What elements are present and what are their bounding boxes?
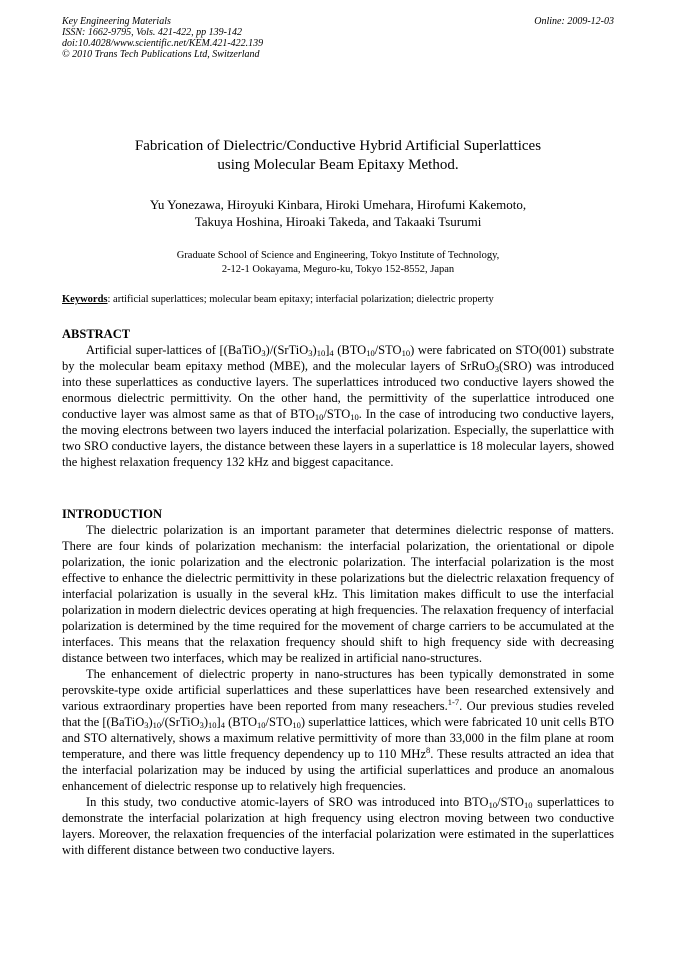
keywords-label: Keywords bbox=[62, 294, 108, 305]
keywords bbox=[62, 293, 614, 306]
online-date: Online: 2009-12-03 bbox=[534, 16, 614, 27]
introduction-heading: INTRODUCTION bbox=[62, 507, 163, 521]
copyright-line: © 2010 Trans Tech Publications Ltd, Switzerland bbox=[62, 49, 260, 60]
journal-name: Key Engineering Materials bbox=[62, 16, 171, 27]
abstract-heading: ABSTRACT bbox=[62, 327, 131, 341]
affiliation bbox=[62, 249, 614, 277]
introduction-section bbox=[62, 506, 614, 858]
affiliation-line-2: 2-12-1 Ookayama, Meguro-ku, Tokyo 152-8552, Japan bbox=[221, 264, 455, 275]
keywords-text: : artificial superlattices; molecular beam epitaxy; interfacial polarization; dielectric property bbox=[107, 294, 494, 305]
author-list bbox=[62, 196, 614, 230]
citation-block bbox=[62, 16, 614, 60]
title-line-2: using Molecular Beam Epitaxy Method. bbox=[217, 157, 459, 173]
paper-title bbox=[62, 137, 614, 175]
introduction-paragraph-2: The enhancement of dielectric property in nano-structures has been typically demonstrated in some perovskite-type oxide artificial superlattices and these superlattices have been researched extensively and various extraordinary properties have been reported from many reseachers.$^{1-7}$. Our previous studies reveled that the $[(BaTiO_3)_{10}/(SrTiO_3)_{10}]_4$ $(BTO_{10}/STO_{10})$ superlattice lattices, which were fabricated 10 unit cells BTO and STO alternatively, shows a maximum relative permittivity of more than 33,000 in the film plane at room temperature, and there was little frequency dependency up to 110 MHz$^8$. These results attracted an idea that the interfacial polarization may be induced by using the artificial superlattices and produce an anomalous enhancement of dielectric response up to relatively high frequencies. bbox=[62, 667, 615, 793]
authors-line-2: Takuya Hoshina, Hiroaki Takeda, and Takaaki Tsurumi bbox=[194, 214, 482, 229]
title-line-1: Fabrication of Dielectric/Conductive Hybrid Artificial Superlattices bbox=[134, 138, 542, 154]
doi-line: doi:10.4028/www.scientific.net/KEM.421-422.139 bbox=[62, 38, 264, 49]
introduction-paragraph-1: The dielectric polarization is an important parameter that determines dielectric response of matters. There are four kinds of polarization mechanism: the interfacial polarization, the orientational or dipole polarization, the ionic polarization and the electronic polarization. The interfacial polarization is the most effective to enhance the dielectric permittivity in these polarizations but the dielectric relaxation frequency of interfacial polarization is usually in the several kHz. This limitation makes difficult to use the interfacial polarization in modern dielectric devices operating at high frequencies. The relaxation frequency of interfacial polarization is determined by the time required for the movement of charge carriers to be accumulated at the interfaces. This means that the relaxation frequency should shift to high frequency side with decreasing distance between two interfaces, which may be realized in artificial nano-structures. bbox=[62, 523, 614, 665]
page-header bbox=[62, 16, 614, 60]
introduction-paragraph-3: In this study, two conductive atomic-layers of SRO was introduced into $BTO_{10}/STO_{10}$ superlattices to demonstrate the interfacial polarization at high frequency using electron moving between two conductive layers. Moreover, the relaxation frequencies of the interfacial polarization were estimated in the superlattices with different distance between two conductive layers. bbox=[62, 795, 614, 857]
issn-line: ISSN: 1662-9795, Vols. 421-422, pp 139-142 bbox=[62, 27, 242, 38]
abstract-paragraph: Artificial super-lattices of $[(BaTiO_3)/(SrTiO_3)_{10}]_4$ $(BTO_{10}/STO_{10})$ were fabricated on STO(001) substrate by the molecular beam epitaxy method (MBE), and the molecular layers of SrRuO$_3$(SRO) was introduced into these superlattices as conductive layers. The superlattices introduced two conductive layers showed the enormous dielectric permittivity. On the other hand, the permittivity of the superlattice introduced one conductive layer was almost same as that of $BTO_{10}/STO_{10}$. In the case of introducing two conductive layers, the moving electrons between two layers induced the interfacial polarization. Especially, the superlattice with two SRO conductive layers, the distance between these layers in a superlattice is 18 molecular layers, showed the highest relaxation frequency 132 kHz and biggest capacitance. bbox=[62, 343, 615, 469]
authors-line-1: Yu Yonezawa, Hiroyuki Kinbara, Hiroki Umehara, Hirofumi Kakemoto, bbox=[149, 197, 527, 212]
abstract-section bbox=[62, 326, 614, 470]
affiliation-line-1: Graduate School of Science and Engineering, Tokyo Institute of Technology, bbox=[176, 250, 500, 261]
